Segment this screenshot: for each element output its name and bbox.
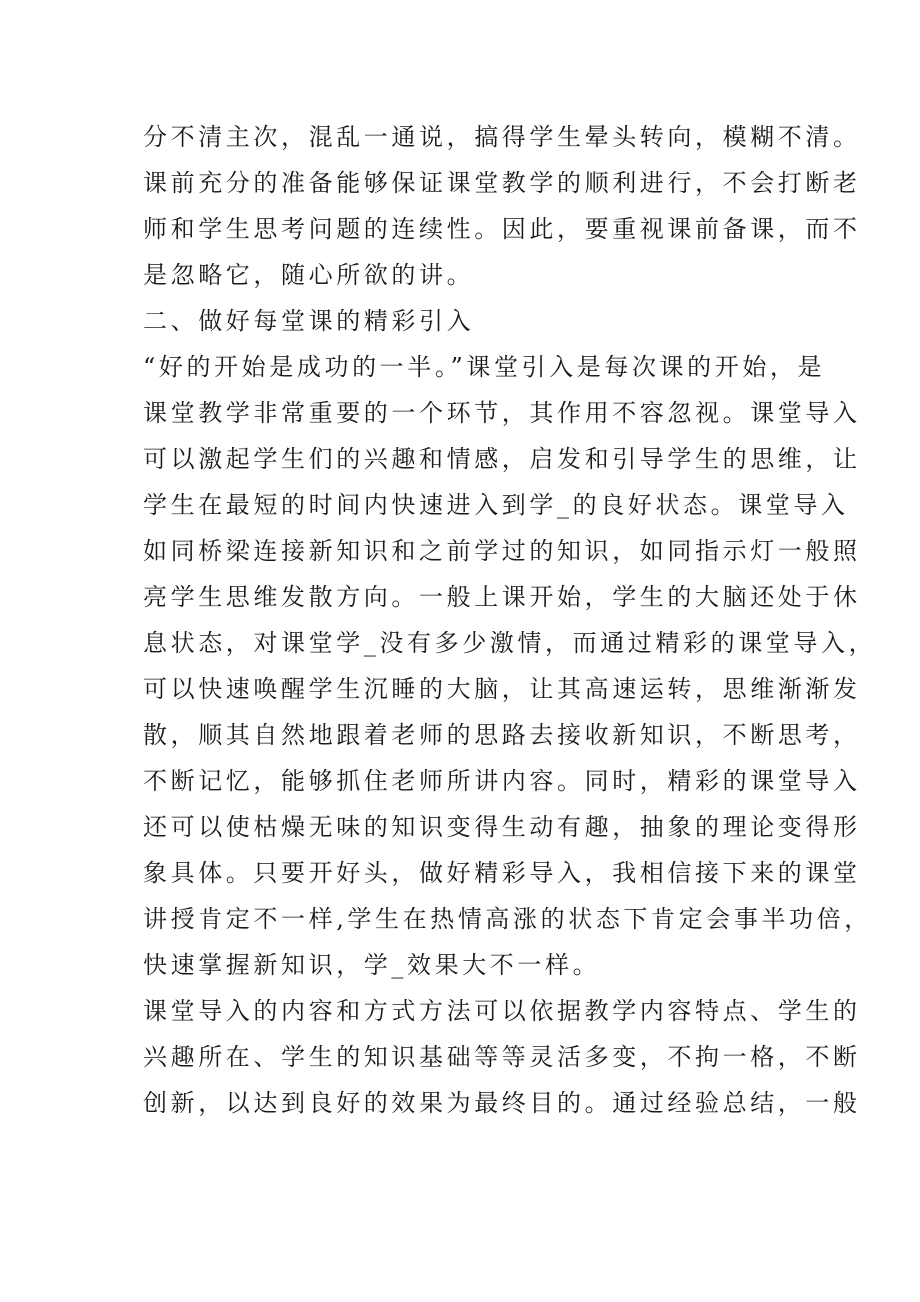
text-line: 学生在最短的时间内快速进入到学_的良好状态。课堂导入: [143, 491, 849, 519]
text-line: 可以激起学生们的兴趣和情感，启发和引导学生的思维，让: [143, 445, 861, 473]
text-line: 快速掌握新知识，学_效果大不一样。: [143, 951, 601, 979]
text-line: 息状态，对课堂学_没有多少激情，而通过精彩的课堂导入，: [143, 629, 877, 657]
text-line: “好的开始是成功的一半。”课堂引入是每次课的开始，是: [143, 353, 826, 381]
section-heading: 二、做好每堂课的精彩引入: [143, 307, 475, 335]
text-line: 象具体。只要开好头，做好精彩导入，我相信接下来的课堂: [143, 859, 861, 887]
text-line: 师和学生思考问题的连续性。因此，要重视课前备课，而不: [143, 215, 861, 243]
text-line: 兴趣所在、学生的知识基础等等灵活多变，不拘一格，不断: [143, 1043, 861, 1071]
text-line: 课前充分的准备能够保证课堂教学的顺利进行，不会打断老: [143, 169, 861, 197]
text-line: 亮学生思维发散方向。一般上课开始，学生的大脑还处于休: [143, 583, 861, 611]
text-line: 创新，以达到良好的效果为最终目的。通过经验总结，一般: [143, 1089, 861, 1117]
text-line: 如同桥梁连接新知识和之前学过的知识，如同指示灯一般照: [143, 537, 861, 565]
text-line: 分不清主次，混乱一通说，搞得学生晕头转向，模糊不清。: [143, 123, 861, 151]
body-text: [143, 114, 877, 1126]
text-line: 还可以使枯燥无味的知识变得生动有趣，抽象的理论变得形: [143, 813, 861, 841]
text-line: 课堂导入的内容和方式方法可以依据教学内容特点、学生的: [143, 997, 861, 1025]
text-line: 课堂教学非常重要的一个环节，其作用不容忽视。课堂导入: [143, 399, 861, 427]
text-line: 可以快速唤醒学生沉睡的大脑，让其高速运转，思维渐渐发: [143, 675, 861, 703]
text-line: 讲授肯定不一样,学生在热情高涨的状态下肯定会事半功倍，: [143, 905, 872, 933]
text-line: 散，顺其自然地跟着老师的思路去接收新知识，不断思考，: [143, 721, 861, 749]
text-line: 不断记忆，能够抓住老师所讲内容。同时，精彩的课堂导入: [143, 767, 861, 795]
text-line: 是忽略它，随心所欲的讲。: [143, 261, 475, 289]
